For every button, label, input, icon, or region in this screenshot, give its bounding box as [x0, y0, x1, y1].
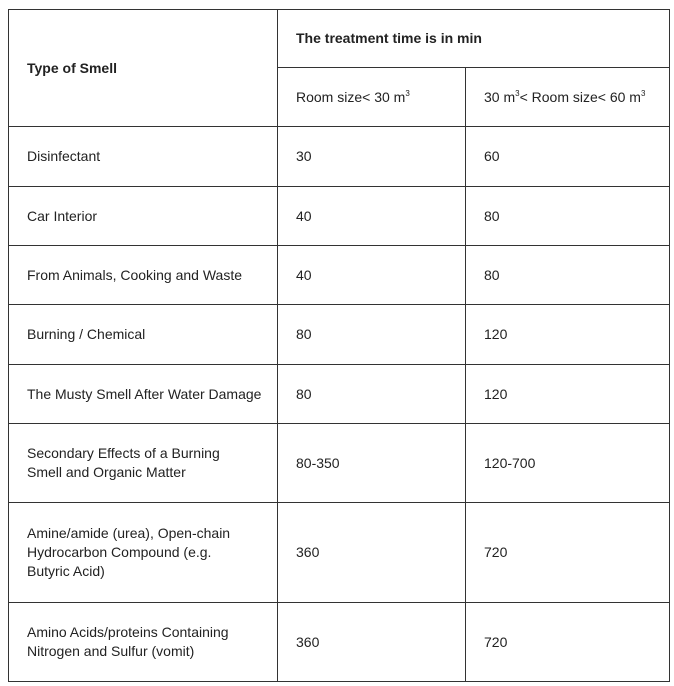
large-room-time-cell: 120: [466, 305, 670, 365]
type-of-smell-header: Type of Smell: [9, 10, 278, 127]
large-room-time-cell: 120: [466, 365, 670, 424]
small-room-time-cell: 360: [278, 503, 466, 603]
treatment-time-table: [8, 9, 670, 682]
treatment-time-header: The treatment time is in min: [278, 10, 670, 68]
smell-type-cell: Secondary Effects of a Burning Smell and Organic Matter: [9, 424, 278, 503]
small-room-time-cell: 40: [278, 187, 466, 246]
header-row-1: [9, 10, 670, 68]
smell-type-cell: Amino Acids/proteins Containing Nitrogen and Sulfur (vomit): [9, 603, 278, 682]
room-size-large-header: [466, 68, 670, 127]
large-room-time-cell: 80: [466, 246, 670, 305]
small-room-time-cell: 40: [278, 246, 466, 305]
superscript-3: 3: [515, 88, 520, 98]
room-size-small-label: Room size< 30 m: [296, 88, 406, 105]
superscript-3: 3: [640, 88, 646, 98]
small-room-time-cell: 80: [278, 365, 466, 424]
smell-type-cell: Amine/amide (urea), Open-chain Hydrocarbon Compound (e.g. Butyric Acid): [9, 503, 278, 603]
large-room-time-cell: 720: [466, 503, 670, 603]
table-row: [9, 603, 670, 682]
table-row: [9, 365, 670, 424]
large-room-time-cell: 80: [466, 187, 670, 246]
small-room-time-cell: 30: [278, 127, 466, 187]
table-row: [9, 187, 670, 246]
room-size-large-middle: < Room size< 60 m: [519, 88, 641, 105]
table-row: [9, 424, 670, 503]
large-room-time-cell: 720: [466, 603, 670, 682]
smell-type-cell: Car Interior: [9, 187, 278, 246]
small-room-time-cell: 80-350: [278, 424, 466, 503]
smell-type-cell: Burning / Chemical: [9, 305, 278, 365]
room-size-large-prefix: 30 m: [484, 88, 516, 105]
smell-type-cell: The Musty Smell After Water Damage: [9, 365, 278, 424]
small-room-time-cell: 80: [278, 305, 466, 365]
large-room-time-cell: 60: [466, 127, 670, 187]
smell-type-cell: Disinfectant: [9, 127, 278, 187]
small-room-time-cell: 360: [278, 603, 466, 682]
large-room-time-cell: 120-700: [466, 424, 670, 503]
table-row: [9, 503, 670, 603]
table-row: [9, 305, 670, 365]
table-row: [9, 246, 670, 305]
room-size-small-header: [278, 68, 466, 127]
superscript-3: 3: [405, 88, 410, 98]
table-row: [9, 127, 670, 187]
smell-type-cell: From Animals, Cooking and Waste: [9, 246, 278, 305]
